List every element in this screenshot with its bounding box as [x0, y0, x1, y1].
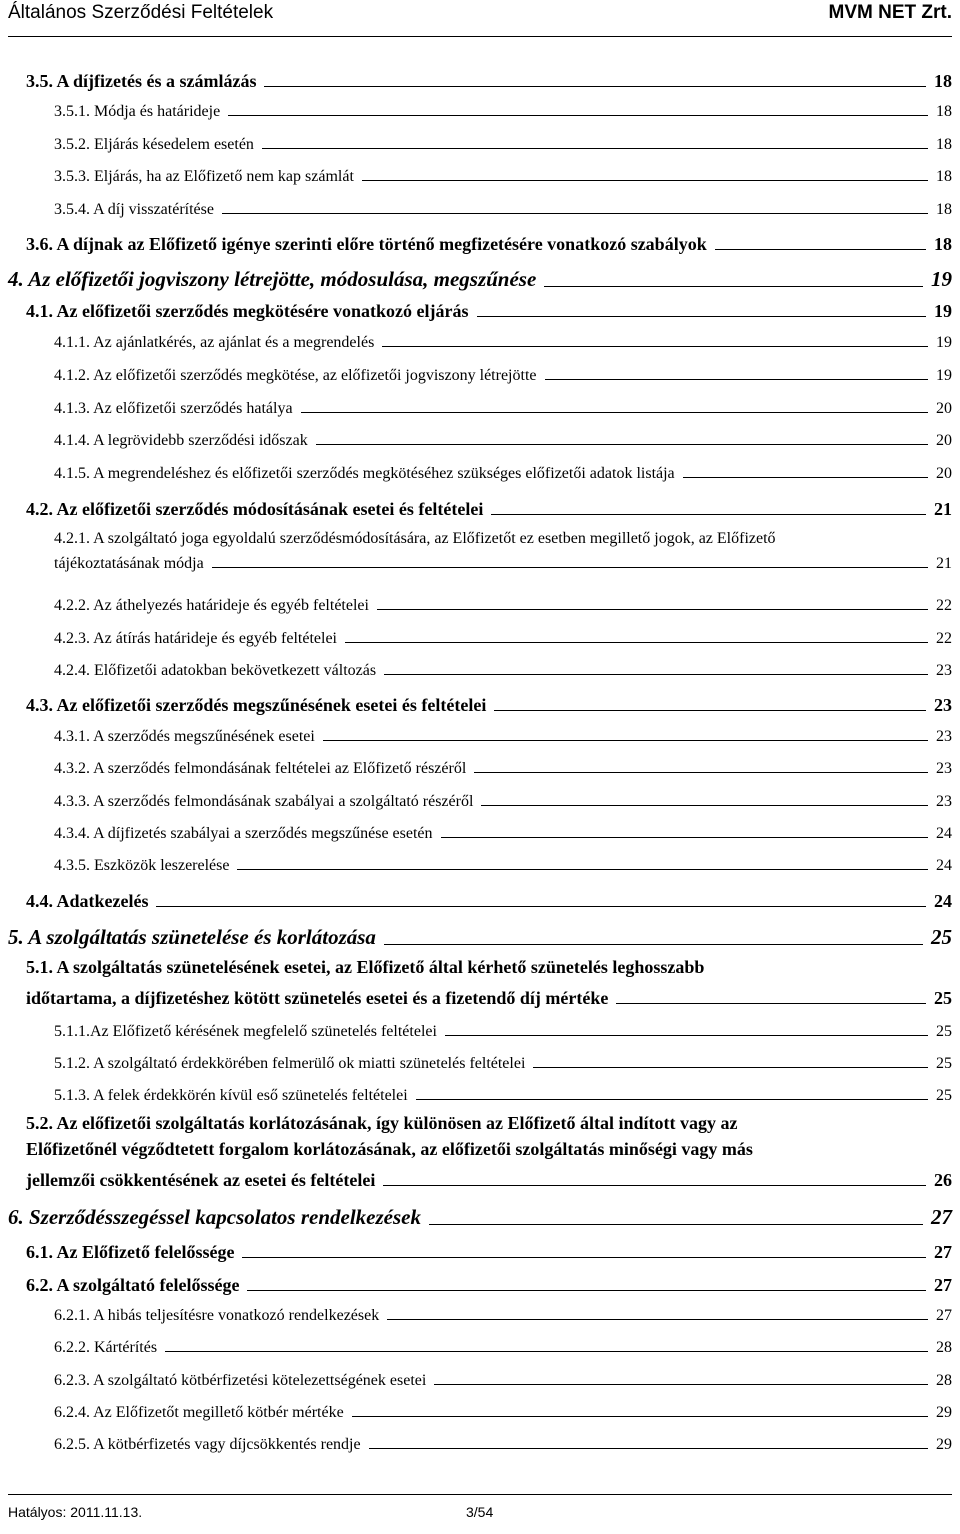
- toc-entry-title: 3.5.1. Módja és határideje: [54, 103, 221, 120]
- toc-entry-title: 4.3.3. A szerződés felmondásának szabályai a szolgáltató részéről: [54, 793, 474, 810]
- toc-leader-line: [377, 609, 928, 610]
- toc-leader-line: [429, 1224, 923, 1225]
- toc-page-number: 21: [934, 499, 952, 519]
- toc-leader-line: [715, 249, 926, 250]
- toc-leader-line: [362, 180, 928, 181]
- toc-leader-line: [237, 869, 928, 870]
- toc-entry-title-line: 5.2. Az előfizetői szolgáltatás korlátozásának, így különösen az Előfizető által indított vagy az: [26, 1113, 738, 1133]
- toc-leader-line: [387, 1319, 928, 1320]
- toc-leader-line: [477, 316, 926, 317]
- toc-page-number: 24: [934, 891, 952, 911]
- toc-page-number: 18: [934, 234, 952, 254]
- toc-page-number: 18: [934, 71, 952, 91]
- toc-page-number: 23: [936, 728, 952, 745]
- toc-entry-title: 4.1.1. Az ajánlatkérés, az ajánlat és a megrendelés: [54, 334, 375, 351]
- toc-entry-title: 4.3.5. Eszközök leszerelése: [54, 857, 230, 874]
- toc-leader-line: [382, 346, 928, 347]
- toc-entry-title-line: 4.2.1. A szolgáltató joga egyoldalú szerződésmódosítására, az Előfizetőt ez esetben megillető jogok, az Előfizető: [54, 530, 776, 547]
- toc-entry-title: időtartama, a díjfizetéshez kötött szünetelés esetei és a fizetendő díj mértéke: [26, 988, 609, 1008]
- toc-leader-line: [384, 674, 928, 675]
- document-title: Általános Szerződési Feltételek: [8, 2, 274, 23]
- toc-leader-line: [301, 412, 928, 413]
- toc-leader-line: [481, 805, 928, 806]
- toc-entry-title: 6.2.1. A hibás teljesítésre vonatkozó rendelkezések: [54, 1307, 380, 1324]
- toc-page-number: 25: [936, 1087, 952, 1104]
- toc-page-number: 20: [936, 465, 952, 482]
- footer-rule: [8, 1494, 952, 1495]
- toc-leader-line: [616, 1003, 926, 1004]
- toc-entry-title: 4.3.4. A díjfizetés szabályai a szerződés megszűnése esetén: [54, 825, 433, 842]
- toc-entry-title: 4.1.3. Az előfizetői szerződés hatálya: [54, 400, 293, 417]
- toc-page-number: 23: [936, 662, 952, 679]
- toc-page-number: 19: [936, 334, 952, 351]
- toc-entry-title: 3.6. A díjnak az Előfizető igénye szerinti előre történő megfizetésére vonatkozó szabályok: [26, 234, 707, 254]
- toc-leader-line: [416, 1099, 928, 1100]
- toc-leader-line: [474, 772, 928, 773]
- toc-page-number: 26: [934, 1170, 952, 1190]
- toc-page-number: 25: [936, 1055, 952, 1072]
- toc-leader-line: [323, 740, 928, 741]
- page-header: [8, 0, 952, 40]
- toc-entry-title: 4.2. Az előfizetői szerződés módosításának esetei és feltételei: [26, 499, 484, 519]
- toc-page-number: 27: [934, 1242, 952, 1262]
- toc-entry-title: 5.1.2. A szolgáltató érdekkörében felmerülő ok miatti szünetelés feltételei: [54, 1055, 526, 1072]
- toc-leader-line: [441, 837, 928, 838]
- toc-page-number: 20: [936, 400, 952, 417]
- toc-page-number: 23: [936, 793, 952, 810]
- toc-entry-title: jellemzői csökkentésének az esetei és feltételei: [26, 1170, 376, 1190]
- toc-page-number: 23: [936, 760, 952, 777]
- page-number: 3/54: [466, 1504, 494, 1520]
- toc-entry-title: 3.5.2. Eljárás késedelem esetén: [54, 136, 254, 153]
- toc-page-number: 21: [936, 555, 952, 572]
- toc-leader-line: [247, 1290, 926, 1291]
- toc-page-number: 19: [934, 301, 952, 321]
- toc-entry-title-line: Előfizetőnél végződtetett forgalom korlátozásának, az előfizetői szolgáltatás minőségi vagy más: [26, 1139, 753, 1159]
- toc-entry-title: 3.5.4. A díj visszatérítése: [54, 201, 214, 218]
- toc-page-number: 20: [936, 432, 952, 449]
- toc-leader-line: [242, 1257, 926, 1258]
- toc-page-number: 22: [936, 630, 952, 647]
- toc-page-number: 18: [936, 136, 952, 153]
- toc-entry-title: 6.2.3. A szolgáltató kötbérfizetési kötelezettségének esetei: [54, 1372, 427, 1389]
- page-footer: [8, 1494, 952, 1534]
- toc-page-number: 23: [934, 695, 952, 715]
- toc-page-number: 27: [936, 1307, 952, 1324]
- toc-leader-line: [369, 1448, 928, 1449]
- toc-leader-line: [445, 1035, 928, 1036]
- header-rule: [8, 36, 952, 37]
- toc-page-number: 25: [934, 988, 952, 1008]
- toc-entry-title: 4.1. Az előfizetői szerződés megkötésére vonatkozó eljárás: [26, 301, 469, 321]
- toc-entry-title: 6.2. A szolgáltató felelőssége: [26, 1275, 240, 1295]
- toc-entry-title: 6.2.5. A kötbérfizetés vagy díjcsökkentés rendje: [54, 1436, 361, 1453]
- toc-page-number: 25: [931, 925, 952, 949]
- toc-page-number: 27: [934, 1275, 952, 1295]
- toc-entry-title: 4.3.2. A szerződés felmondásának feltételei az Előfizető részéről: [54, 760, 467, 777]
- toc-leader-line: [156, 906, 926, 907]
- toc-page-number: 27: [931, 1205, 952, 1229]
- toc-entry-title: 4.1.4. A legrövidebb szerződési időszak: [54, 432, 308, 449]
- toc-page-number: 19: [936, 367, 952, 384]
- toc-entry-title: 4.3. Az előfizetői szerződés megszűnésének esetei és feltételei: [26, 695, 487, 715]
- toc-entry-title: 6.2.2. Kártérítés: [54, 1339, 158, 1356]
- toc-entry-title-line: 5.1. A szolgáltatás szünetelésének esetei, az Előfizető által kérhető szünetelés leghosszabb: [26, 957, 705, 977]
- toc-leader-line: [222, 213, 928, 214]
- toc-leader-line: [434, 1384, 928, 1385]
- toc-page-number: 29: [936, 1436, 952, 1453]
- toc-leader-line: [544, 286, 923, 287]
- toc-page-number: 18: [936, 201, 952, 218]
- toc-leader-line: [262, 148, 928, 149]
- toc-page-number: 18: [936, 103, 952, 120]
- toc-leader-line: [352, 1416, 928, 1417]
- toc-leader-line: [264, 86, 926, 87]
- toc-entry-title: 3.5. A díjfizetés és a számlázás: [26, 71, 257, 91]
- toc-page-number: 18: [936, 168, 952, 185]
- toc-entry-title: 4.4. Adatkezelés: [26, 891, 149, 911]
- toc-leader-line: [228, 115, 928, 116]
- toc-entry-title: 4.2.4. Előfizetői adatokban bekövetkezett változás: [54, 662, 377, 679]
- toc-page-number: 28: [936, 1339, 952, 1356]
- toc-leader-line: [383, 1185, 926, 1186]
- toc-entry-title: 5.1.3. A felek érdekkörén kívül eső szünetelés feltételei: [54, 1087, 408, 1104]
- toc-leader-line: [494, 710, 926, 711]
- toc-entry-title: 6.2.4. Az Előfizetőt megillető kötbér mértéke: [54, 1404, 344, 1421]
- toc-page-number: 25: [936, 1023, 952, 1040]
- toc-entry-title: 4.3.1. A szerződés megszűnésének esetei: [54, 728, 315, 745]
- toc-entry-title: 4.1.5. A megrendeléshez és előfizetői szerződés megkötéséhez szükséges előfizetői adatok listája: [54, 465, 675, 482]
- toc-page-number: 24: [936, 825, 952, 842]
- toc-entry-title: 4.2.3. Az átírás határideje és egyéb feltételei: [54, 630, 337, 647]
- toc-leader-line: [384, 944, 923, 945]
- toc-page-number: 24: [936, 857, 952, 874]
- toc-page-number: 29: [936, 1404, 952, 1421]
- toc-entry-title: 5.1.1.Az Előfizető kérésének megfelelő szünetelés feltételei: [54, 1023, 437, 1040]
- toc-entry-title: 6.1. Az Előfizető felelőssége: [26, 1242, 235, 1262]
- toc-page-number: 28: [936, 1372, 952, 1389]
- toc-entry-title: 5. A szolgáltatás szünetelése és korlátozása: [8, 925, 376, 949]
- toc-leader-line: [212, 567, 928, 568]
- toc-leader-line: [683, 477, 928, 478]
- toc-leader-line: [533, 1067, 928, 1068]
- toc-leader-line: [545, 379, 929, 380]
- toc-entry-title: 4. Az előfizetői jogviszony létrejötte, módosulása, megszűnése: [8, 267, 537, 291]
- toc-entry-title: tájékoztatásának módja: [54, 555, 204, 572]
- toc-page-number: 19: [931, 267, 952, 291]
- toc-entry-title: 4.1.2. Az előfizetői szerződés megkötése, az előfizetői jogviszony létrejötte: [54, 367, 537, 384]
- toc-entry-title: 3.5.3. Eljárás, ha az Előfizető nem kap számlát: [54, 168, 354, 185]
- toc-page-number: 22: [936, 597, 952, 614]
- toc-leader-line: [491, 514, 926, 515]
- effective-date: Hatályos: 2011.11.13.: [8, 1504, 143, 1520]
- company-name: MVM NET Zrt.: [828, 2, 952, 23]
- toc-leader-line: [316, 444, 928, 445]
- toc-entry-title: 4.2.2. Az áthelyezés határideje és egyéb feltételei: [54, 597, 369, 614]
- toc-entry-title: 6. Szerződésszegéssel kapcsolatos rendelkezések: [8, 1205, 421, 1229]
- toc-leader-line: [165, 1351, 928, 1352]
- toc-leader-line: [345, 642, 928, 643]
